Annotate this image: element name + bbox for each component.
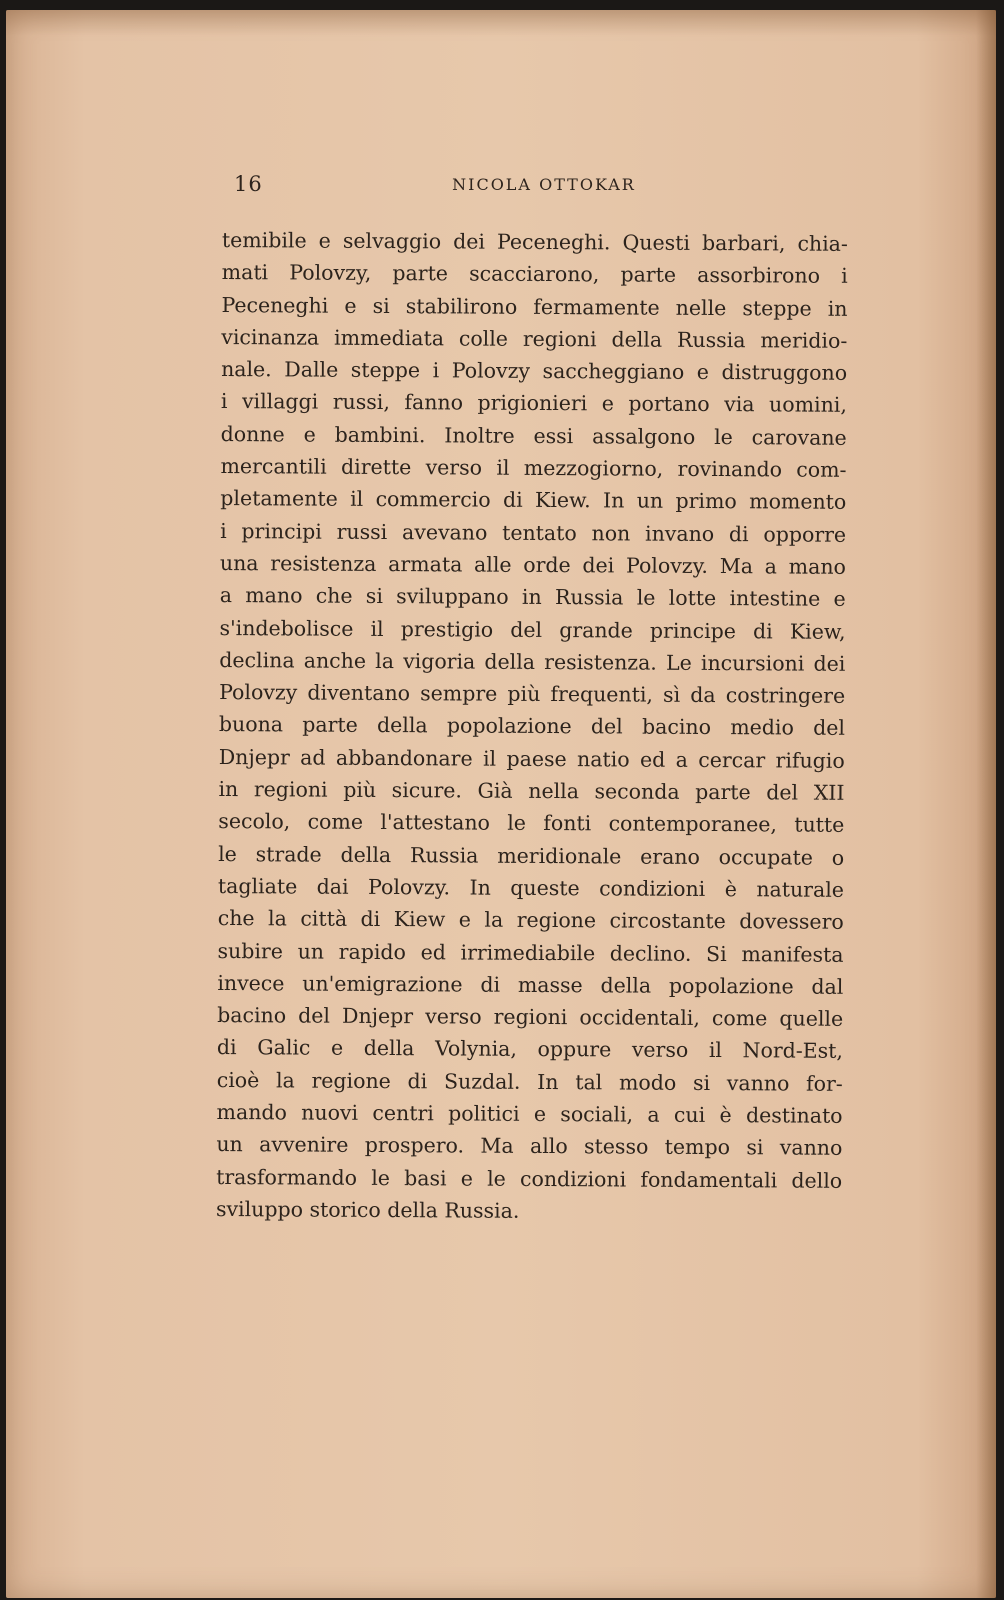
text-line: tagliate dai Polovzy. In queste condizioni è naturale: [217, 873, 845, 902]
text-line: bacino del Dnjepr verso regioni occidentali, come quelle: [217, 1003, 844, 1031]
text-line: cioè la regione di Suzdal. In tal modo si vanno for-: [216, 1067, 843, 1096]
text-line: temibile e selvaggio dei Peceneghi. Questi barbari, chia-: [221, 227, 848, 256]
text-line: le strade della Russia meridionale erano occupate o: [218, 841, 845, 870]
text-line: una resistenza armata alle orde dei Polovzy. Ma a mano: [219, 550, 846, 579]
book-page: [6, 10, 996, 1598]
text-line: Peceneghi e si stabilirono fermamente nelle steppe in: [221, 292, 848, 321]
text-line: s'indebolisce il prestigio del grande principe di Kiew,: [219, 615, 846, 644]
page-header: [234, 172, 854, 198]
text-line: un avvenire prospero. Ma allo stesso tempo si vanno: [216, 1132, 843, 1161]
text-line: mando nuovi centri politici e sociali, a cui è destinato: [216, 1099, 843, 1128]
text-line: invece un'emigrazione di masse della popolazione dal: [217, 970, 844, 999]
text-line: secolo, come l'attestano le fonti contemporanee, tutte: [218, 809, 845, 838]
text-line: declina anche la vigoria della resistenza. Le incursioni dei: [219, 647, 846, 676]
text-line: mercantili dirette verso il mezzogiorno, rovinando com-: [220, 454, 847, 482]
text-line: nale. Dalle steppe i Polovzy saccheggiano e distruggono: [221, 357, 848, 386]
text-line: donne e bambini. Inoltre essi assalgono le carovane: [220, 421, 847, 450]
text-line: in regioni più sicure. Già nella seconda parte del XII: [218, 777, 845, 805]
text-line: Dnjepr ad abbandonare il paese natio ed a cercar rifugio: [218, 744, 845, 773]
text-line: pletamente il commercio di Kiew. In un primo momento: [220, 486, 847, 515]
text-line: vicinanza immediata colle regioni della Russia meridio-: [221, 324, 848, 353]
text-line: che la città di Kiew e la regione circostante dovessero: [217, 906, 844, 935]
running-head: NICOLA OTTOKAR: [452, 175, 636, 194]
text-line: mati Polovzy, parte scacciarono, parte assorbirono i: [221, 260, 848, 289]
body-text: [216, 224, 848, 1229]
text-line: sviluppo storico della Russia.: [215, 1196, 520, 1223]
text-line: a mano che si sviluppano in Russia le lotte intestine e: [219, 583, 846, 612]
text-line: Polovzy diventano sempre più frequenti, sì da costringere: [219, 680, 846, 708]
text-line: buona parte della popolazione del bacino medio del: [218, 712, 846, 741]
text-line: i principi russi avevano tentato non invano di opporre: [220, 518, 847, 547]
text-line: i villaggi russi, fanno prigionieri e portano via uomini,: [220, 389, 847, 418]
text-line: subire un rapido ed irrimediabile declino. Si manifesta: [217, 938, 844, 967]
text-line: trasformando le basi e le condizioni fondamentali dello: [216, 1164, 843, 1193]
text-line: di Galic e della Volynia, oppure verso il Nord-Est,: [216, 1035, 844, 1064]
page-number: 16: [234, 172, 263, 196]
